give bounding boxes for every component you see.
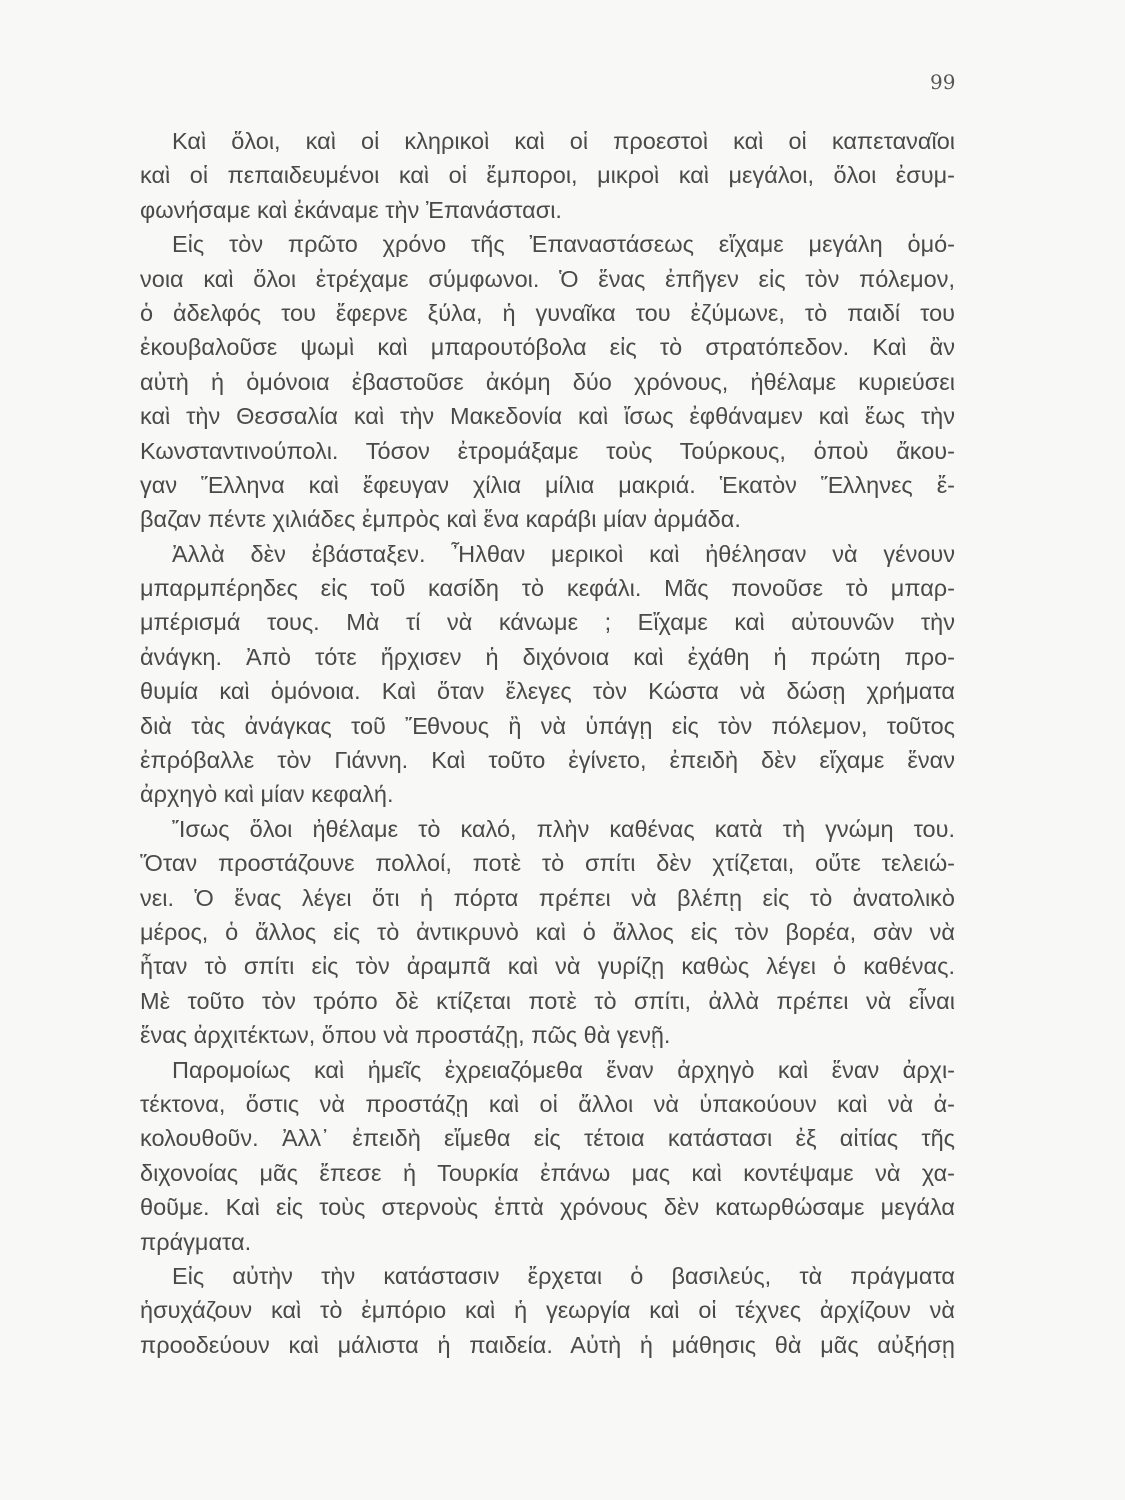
- paragraph: [140, 124, 955, 227]
- paragraph: [140, 1053, 955, 1259]
- text-line: νει. Ὁ ἕνας λέγει ὅτι ἡ πόρτα πρέπει νὰ βλέπῃ εἰς τὸ ἀνατολικὸ: [140, 884, 955, 911]
- text-line: Ἴσως ὅλοι ἠθέλαμε τὸ καλό, πλὴν καθένας κατὰ τὴ γνώμη του.: [172, 815, 955, 842]
- text-line: ἦταν τὸ σπίτι εἰς τὸν ἀραμπᾶ καὶ νὰ γυρίζῃ καθὼς λέγει ὁ καθένας.: [140, 953, 955, 980]
- text-line: προοδεύουν καὶ μάλιστα ἡ παιδεία. Αὐτὴ ἡ μάθησις θὰ μᾶς αὐξήσῃ: [140, 1331, 955, 1358]
- text-line: κολουθοῦν. Ἀλλ᾽ ἐπειδὴ εἴμεθα εἰς τέτοια κατάστασι ἐξ αἰτίας τῆς: [140, 1125, 955, 1152]
- page-number: 99: [930, 70, 956, 94]
- text-line: καὶ τὴν Θεσσαλία καὶ τὴν Μακεδονία καὶ ἴσως ἐφθάναμεν καὶ ἕως τὴν: [140, 403, 955, 430]
- text-line: Παρομοίως καὶ ἡμεῖς ἐχρειαζόμεθα ἕναν ἀρχηγὸ καὶ ἕναν ἀρχι-: [172, 1056, 955, 1083]
- text-line: διὰ τὰς ἀνάγκας τοῦ Ἔθνους ἢ νὰ ὑπάγῃ εἰς τὸν πόλεμον, τοῦτος: [140, 712, 955, 739]
- text-line: καὶ οἱ πεπαιδευμένοι καὶ οἱ ἔμποροι, μικροὶ καὶ μεγάλοι, ὅλοι ἐσυμ-: [140, 162, 955, 189]
- text-line: νοια καὶ ὅλοι ἐτρέχαμε σύμφωνοι. Ὁ ἕνας ἐπῆγεν εἰς τὸν πόλεμον,: [140, 265, 955, 292]
- text-line: ἡσυχάζουν καὶ τὸ ἐμπόριο καὶ ἡ γεωργία καὶ οἱ τέχνες ἀρχίζουν νὰ: [140, 1297, 955, 1324]
- text-line: Μὲ τοῦτο τὸν τρόπο δὲ κτίζεται ποτὲ τὸ σπίτι, ἀλλὰ πρέπει νὰ εἶναι: [140, 987, 955, 1014]
- text-line: Ὅταν προστάζουνε πολλοί, ποτὲ τὸ σπίτι δὲν χτίζεται, οὔτε τελειώ-: [140, 850, 955, 877]
- text-line: θυμία καὶ ὁμόνοια. Καὶ ὅταν ἔλεγες τὸν Κώστα νὰ δώσῃ χρήματα: [140, 678, 955, 705]
- paragraph: [140, 812, 955, 1053]
- text-line: ἀρχηγὸ καὶ μίαν κεφαλή.: [140, 781, 394, 808]
- text-line: ὁ ἀδελφός του ἔφερνε ξύλα, ἡ γυναῖκα του ἐζύμωνε, τὸ παιδί του: [140, 299, 955, 326]
- text-line: Εἰς τὸν πρῶτο χρόνο τῆς Ἐπαναστάσεως εἴχαμε μεγάλη ὁμό-: [172, 231, 955, 258]
- text-line: θοῦμε. Καὶ εἰς τοὺς στερνοὺς ἑπτὰ χρόνους δὲν κατωρθώσαμε μεγάλα: [140, 1194, 955, 1221]
- text-line: τέκτονα, ὅστις νὰ προστάζῃ καὶ οἱ ἄλλοι νὰ ὑπακούουν καὶ νὰ ἀ-: [140, 1090, 955, 1117]
- paragraph: [140, 1259, 955, 1362]
- text-line: αὐτὴ ἡ ὁμόνοια ἐβαστοῦσε ἀκόμη δύο χρόνους, ἠθέλαμε κυριεύσει: [140, 368, 955, 395]
- text-line: ἐπρόβαλλε τὸν Γιάννη. Καὶ τοῦτο ἐγίνετο, ἐπειδὴ δὲν εἴχαμε ἕναν: [140, 747, 955, 774]
- text-line: βαζαν πέντε χιλιάδες ἐμπρὸς καὶ ἕνα καράβι μίαν ἀρμάδα.: [140, 506, 741, 533]
- text-line: ἀνάγκη. Ἀπὸ τότε ἤρχισεν ἡ διχόνοια καὶ ἐχάθη ἡ πρώτη προ-: [140, 643, 955, 670]
- text-line: ἕνας ἀρχιτέκτων, ὅπου νὰ προστάζῃ, πῶς θὰ γενῇ.: [140, 1022, 671, 1049]
- text-line: διχονοίας μᾶς ἔπεσε ἡ Τουρκία ἐπάνω μας καὶ κοντέψαμε νὰ χα-: [140, 1159, 955, 1186]
- text-line: ἐκουβαλοῦσε ψωμὶ καὶ μπαρουτόβολα εἰς τὸ στρατόπεδον. Καὶ ἂν: [140, 334, 955, 361]
- text-line: πράγματα.: [140, 1228, 252, 1255]
- text-line: Κωνσταντινούπολι. Τόσον ἐτρομάξαμε τοὺς Τούρκους, ὁποὺ ἄκου-: [140, 437, 955, 464]
- paragraph: [140, 537, 955, 812]
- text-line: Ἀλλὰ δὲν ἐβάσταξεν. Ἦλθαν μερικοὶ καὶ ἠθέλησαν νὰ γένουν: [172, 540, 955, 567]
- text-line: Καὶ ὅλοι, καὶ οἱ κληρικοὶ καὶ οἱ προεστοὶ καὶ οἱ καπεταναῖοι: [172, 128, 955, 154]
- body-text: [140, 124, 955, 1362]
- text-line: φωνήσαμε καὶ ἐκάναμε τὴν Ἐπανάστασι.: [140, 196, 562, 223]
- text-line: γαν Ἕλληνα καὶ ἔφευγαν χίλια μίλια μακριά. Ἑκατὸν Ἕλληνες ἔ-: [140, 471, 955, 498]
- text-line: Εἰς αὐτὴν τὴν κατάστασιν ἔρχεται ὁ βασιλεύς, τὰ πράγματα: [172, 1262, 955, 1289]
- paragraph: [140, 227, 955, 537]
- text-line: μπαρμπέρηδες εἰς τοῦ κασίδη τὸ κεφάλι. Μᾶς πονοῦσε τὸ μπαρ-: [140, 575, 955, 602]
- text-line: μπέρισμά τους. Μὰ τί νὰ κάνωμε ; Εἴχαμε καὶ αὐτουνῶν τὴν: [140, 609, 955, 636]
- text-line: μέρος, ὁ ἄλλος εἰς τὸ ἀντικρυνὸ καὶ ὁ ἄλλος εἰς τὸν βορέα, σὰν νὰ: [140, 918, 955, 945]
